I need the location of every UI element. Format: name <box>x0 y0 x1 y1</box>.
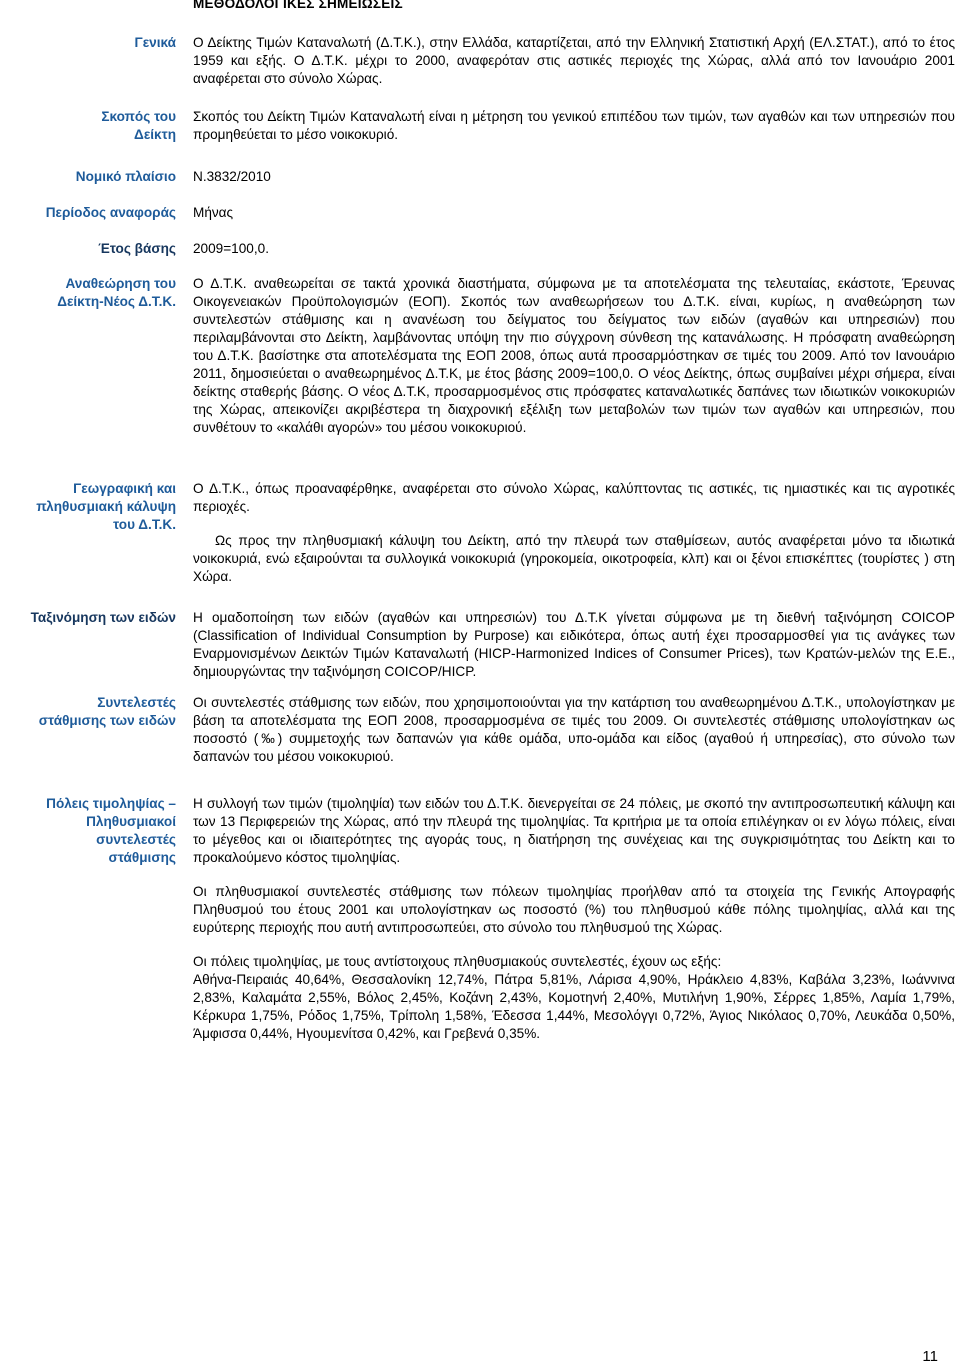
section-text-period: Μήνας <box>193 205 234 220</box>
section-text-general: Ο Δείκτης Τιμών Καταναλωτή (Δ.Τ.Κ.), στην Ελλάδα, καταρτίζεται, από την Ελληνική Στατιστική Αρχή (ΕΛ.ΣΤΑΤ.), από το έτος 1959 και εξής. Ο Δ.Τ.Κ. μέχρι το 2000, αναφερόταν στις αστικές περιοχές της Χώρας, αλλά από τον Ιανουάριο 2001 αναφέρεται στο σύνολο Χώρας. <box>193 35 955 86</box>
paragraph: Οι πληθυσμιακοί συντελεστές στάθμισης των πόλεων τιμοληψίας προήλθαν από τα στοιχεία της Γενικής Απογραφής Πληθυσμού του έτους 2001 και υπολογίστηκαν ως ποσοστό (%) του πληθυσμού κάθε πόλης τιμοληψίας, αλλά και της ευρύτερης περιοχής που αυτή αντιπροσωπεύει, στο σύνολο του πληθυσμού της Χώρας. <box>193 884 955 935</box>
label-line: του Δ.Τ.Κ. <box>113 517 176 532</box>
label-line: στάθμισης των ειδών <box>38 713 176 728</box>
section-text-purpose: Σκοπός του Δείκτη Τιμών Καταναλωτή είναι η μέτρηση του γενικού επιπέδου των τιμών, των αγαθών και των υπηρεσιών που προμηθεύεται το μέσο νοικοκυριό. <box>193 109 955 142</box>
label-line: Δείκτη <box>134 127 176 142</box>
section-label-revision <box>20 275 176 311</box>
section-text-weights: Οι συντελεστές στάθμισης των ειδών, που χρησιμοποιούνται για την κατάρτιση του αναθεωρημένου Δ.Τ.Κ., υπολογίστηκαν με βάση τα αποτελέσματα της ΕΟΠ 2008, προσαρμοσμένα σε τιμές του 2009. Οι συντελεστές στάθμισης υπολογίστηκαν ως ποσοστό (‰) συμμετοχής των δαπανών για κάθε ομάδα, υπο-ομάδα και είδος (αγαθού ή υπηρεσίας), στο σύνολο των δαπανών του μέσου νοικοκυριού. <box>193 695 955 764</box>
label-line: Πληθυσμιακοί <box>86 814 176 829</box>
paragraph: Ως προς την πληθυσμιακή κάλυψη του Δείκτη, από την πλευρά των σταθμίσεων, αυτός αναφέρεται μόνο τα ιδιωτικά νοικοκυριά, ενώ εξαιρούνται τα συλλογικά νοικοκυριά (γηροκομεία, οικοτροφεία, κλπ) και οι ξένοι επισκέπτες (τουρίστες ) στη Χώρα. <box>193 533 955 584</box>
section-text-coverage <box>193 480 955 586</box>
section-label-base-year: Έτος βάσης <box>98 241 176 256</box>
section-text-base-year: 2009=100,0. <box>193 241 269 256</box>
section-label-purpose <box>20 108 176 144</box>
label-line: Συντελεστές <box>97 695 176 710</box>
section-text-cities <box>193 795 955 1043</box>
label-line: Σκοπός του <box>101 109 176 124</box>
label-line: στάθμισης <box>108 850 176 865</box>
section-label-classification: Ταξινόμηση των ειδών <box>30 610 176 625</box>
label-line: Αναθεώρηση του <box>65 276 176 291</box>
page-title: ΜΕΘΟΔΟΛΟΓΙΚΕΣ ΣΗΜΕΙΩΣΕΙΣ <box>193 0 403 11</box>
section-label-weights <box>20 694 176 730</box>
section-text-revision: Ο Δ.Τ.Κ. αναθεωρείται σε τακτά χρονικά διαστήματα, σύμφωνα με τα αποτελέσματα της τελευταίας, εκάστοτε, Έρευνας Οικογενειακών Προϋπολογισμών (ΕΟΠ). Σκοπός των αναθεωρήσεων του Δ.Τ.Κ. είναι, κυρίως, η αναθεώρηση των συντελεστών στάθμισης και η ανανέωση του δείγματος του δείγματος των ειδών (αγαθών και υπηρεσιών) που περιλαμβάνονται στο Δείκτη, λαμβάνοντας υπόψη την πιο σύγχρονη σύνθεση της κατανάλωσης. Η πρόσφατη αναθεώρηση του Δ.Τ.Κ. βασίστηκε στα αποτελέσματα της ΕΟΠ 2008, όπως αυτά προσαρμόστηκαν σε τιμές του 2009. Από τον Ιανουάριο 2011, δημοσιεύεται ο αναθεωρημένος Δ.Τ.Κ, με έτος βάσης 2009=100,0. Ο νέος Δείκτης, όπως συμβαίνει μέχρι σήμερα, είναι δείκτης σταθερής βάσης. Ο νέος Δ.Τ.Κ, προσαρμοσμένος στις πρόσφατες καταναλωτικές δαπάνες των ιδιωτικών νοικοκυριών της Χώρας, απεικονίζει ακριβέστερα τη διαχρονική εξέλιξη των μεταβολών των τιμών των αγαθών και υπηρεσιών, που συνθέτουν το «καλάθι αγορών» του μέσου νοικοκυριού. <box>193 276 955 435</box>
label-line: πληθυσμιακή κάλυψη <box>36 499 176 514</box>
section-text-classification: Η ομαδοποίηση των ειδών (αγαθών και υπηρεσιών) του Δ.Τ.Κ γίνεται σύμφωνα με τη διεθνή ταξινόμηση COICOP (Classification of Individual Consumption by Purpose) και ειδικότερα, όπως αυτή έχει προσαρμοσθεί για τις ανάγκες των Εναρμονισμένων Δεικτών Τιμών Καταναλωτή (HICP-Harmonized Indices of Consumer Prices), των Κρατών-μελών της Ε.Ε., δημιουργώντας την ταξινόμηση COICOP/HICP. <box>193 610 955 679</box>
section-label-coverage <box>20 480 176 534</box>
section-label-cities <box>20 795 176 867</box>
label-line: Γεωγραφική και <box>73 481 176 496</box>
paragraph: Ο Δ.Τ.Κ., όπως προαναφέρθηκε, αναφέρεται στο σύνολο Χώρας, καλύπτοντας τις αστικές, τις ημιαστικές και τις αγροτικές περιοχές. <box>193 481 955 514</box>
paragraph: Η συλλογή των τιμών (τιμοληψία) των ειδών του Δ.Τ.Κ. διενεργείται σε 24 πόλεις, με σκοπό την αντιπροσωπευτική κάλυψη και των 13 Περιφερειών της Χώρας, από την πλευρά της τιμοληψίας. Τα κριτήρια με τα οποία επιλέγηκαν οι εν λόγω πόλεις, είναι το μέγεθος και οι ιδιαιτερότητες της αγοράς τους, η διατήρηση της συνέχειας και της συγκρισιμότητας του Δείκτη και το προκαλούμενο κόστος τιμοληψίας. <box>193 796 955 865</box>
label-line: Πόλεις τιμοληψίας – <box>46 796 176 811</box>
paragraph: Οι πόλεις τιμοληψίας, με τους αντίστοιχους πληθυσμιακούς συντελεστές, έχουν ως εξής: <box>193 954 722 969</box>
section-text-legal: Ν.3832/2010 <box>193 169 271 184</box>
section-label-legal: Νομικό πλαίσιο <box>75 169 176 184</box>
label-line: Δείκτη-Νέος Δ.Τ.Κ. <box>57 294 176 309</box>
label-line: συντελεστές <box>96 832 176 847</box>
section-label-period: Περίοδος αναφοράς <box>45 205 176 220</box>
page-number: 11 <box>922 1348 938 1365</box>
paragraph: Αθήνα-Πειραιάς 40,64%, Θεσσαλονίκη 12,74%, Πάτρα 5,81%, Λάρισα 4,90%, Ηράκλειο 4,83%, Καβάλα 3,23%, Ιωάννινα 2,83%, Καλαμάτα 2,55%, Βόλος 2,45%, Κοζάνη 2,43%, Κομοτηνή 2,40%, Μυτιλήνη 1,90%, Σέρρες 1,85%, Λαμία 1,79%, Κέρκυρα 1,75%, Ρόδος 1,75%, Τρίπολη 1,58%, Έδεσσα 1,44%, Μεσολόγγι 0,72%, Άγιος Νικόλαος 0,70%, Λευκάδα 0,50%, Άμφισσα 0,44%, Ηγουμενίτσα 0,42%, και Γρεβενά 0,35%. <box>193 972 955 1041</box>
section-label-general: Γενικά <box>134 35 176 50</box>
